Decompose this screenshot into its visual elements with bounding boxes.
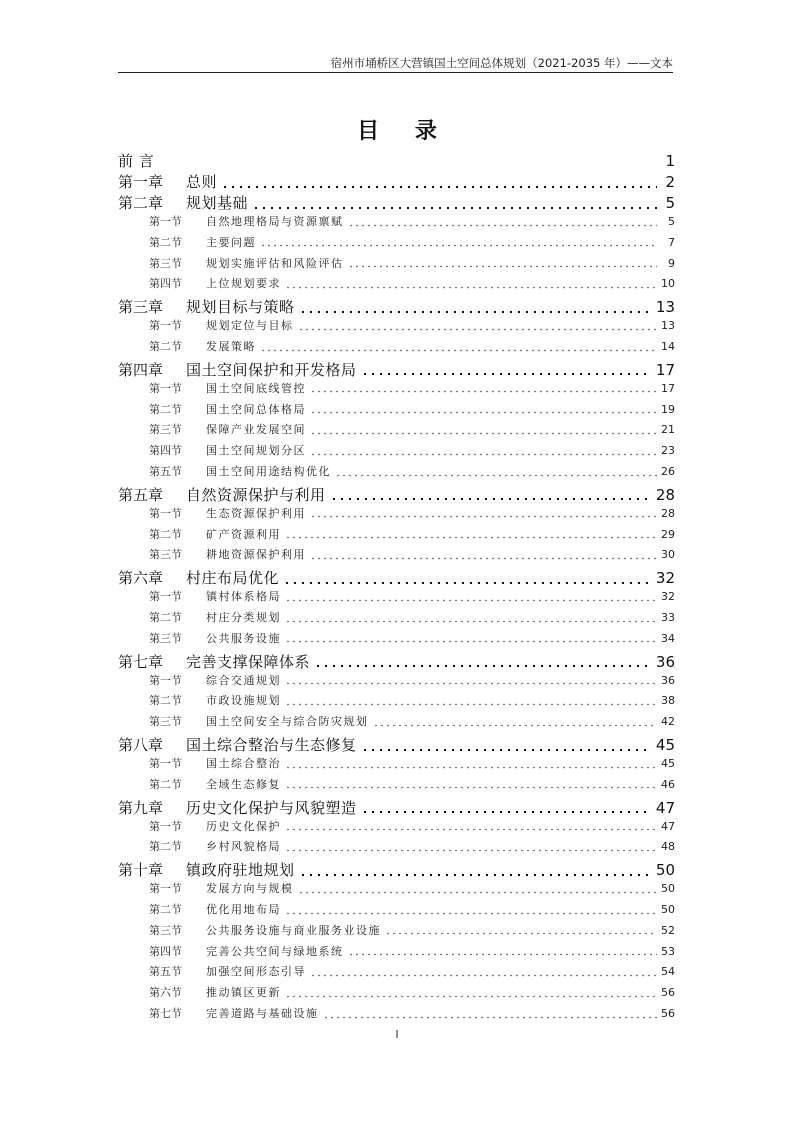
dot-leader (285, 616, 657, 623)
section-title: 村庄分类规划 (206, 611, 281, 624)
toc-page-number: 46 (661, 777, 675, 791)
toc-page-number: 47 (655, 798, 675, 817)
section-title: 公共服务设施 (206, 631, 281, 645)
section-number: 第五节 (149, 965, 182, 979)
toc-entry-section[interactable] (149, 943, 675, 959)
section-number: 第三节 (149, 548, 182, 562)
toc-entry-chapter[interactable] (118, 359, 675, 379)
toc-entry-section[interactable] (149, 692, 675, 708)
toc-page-number: 42 (661, 715, 675, 729)
toc-page-number: 50 (661, 903, 675, 916)
section-number: 第二节 (149, 840, 182, 854)
toc-page-number: 32 (661, 590, 675, 604)
toc-page-number: 13 (655, 298, 675, 317)
toc-entry-section[interactable] (149, 713, 675, 729)
section-number: 第一节 (149, 819, 182, 833)
toc-entry-section[interactable] (149, 463, 675, 479)
toc-entry-section[interactable] (149, 818, 675, 834)
chapter-number: 第八章 (118, 736, 164, 754)
toc-page-number: 53 (661, 944, 675, 958)
section-number: 第一节 (149, 590, 182, 604)
section-number: 第二节 (149, 527, 182, 541)
toc-page-number: 17 (655, 360, 675, 379)
chapter-number: 第十章 (118, 861, 164, 880)
dot-leader (330, 492, 652, 501)
section-number: 第二节 (149, 694, 182, 708)
section-number: 第二节 (149, 903, 182, 916)
dot-leader (285, 595, 657, 602)
chapter-title: 完善支撑保障体系 (186, 652, 311, 671)
toc-page-number: 19 (661, 402, 675, 416)
chapter-number: 第三章 (118, 298, 164, 317)
dot-leader (373, 720, 658, 727)
section-title: 保障产业发展空间 (206, 423, 306, 437)
toc-entry-section[interactable] (149, 213, 675, 229)
toc-entry-chapter[interactable] (118, 192, 675, 212)
toc-entry-chapter[interactable] (118, 651, 675, 671)
chapter-title: 国土空间保护和开发格局 (186, 360, 357, 379)
toc-entry-section[interactable] (149, 755, 675, 771)
dot-leader (299, 305, 652, 314)
toc-entry-section[interactable] (149, 546, 675, 562)
toc-entry-section[interactable] (149, 901, 675, 917)
chapter-title: 规划目标与策略 (186, 298, 295, 317)
toc-page-number: 52 (661, 923, 675, 937)
section-title: 规划实施评估和风险评估 (206, 256, 344, 270)
dot-leader (310, 449, 657, 456)
chapter-title: 历史文化保护与风貌塑造 (186, 798, 357, 817)
toc-entry-chapter[interactable] (118, 296, 675, 316)
toc-page-number: 33 (661, 611, 675, 624)
toc-page-number: 50 (661, 882, 675, 896)
chapter-title: 规划基础 (186, 194, 249, 212)
section-title: 市政设施规划 (206, 694, 281, 708)
dot-leader (285, 532, 657, 539)
dot-leader (285, 845, 657, 852)
section-title: 国土空间安全与综合防灾规划 (206, 715, 369, 729)
dot-leader (310, 407, 657, 414)
toc-entry-section[interactable] (149, 838, 675, 854)
chapter-number: 第五章 (118, 485, 164, 504)
section-number: 第一节 (149, 215, 182, 228)
toc-page-number: 21 (661, 423, 675, 437)
toc-entry-section[interactable] (149, 401, 675, 417)
section-number: 第一节 (149, 882, 182, 896)
dot-leader (298, 324, 658, 331)
toc-entry-section[interactable] (149, 380, 675, 396)
dot-leader (285, 824, 657, 831)
dot-leader (285, 636, 657, 643)
toc-page-number: 28 (655, 485, 675, 504)
toc-entry-section[interactable] (149, 421, 675, 437)
dot-leader (285, 991, 657, 998)
section-title: 国土空间规划分区 (206, 444, 306, 458)
dot-leader (385, 928, 657, 935)
section-number: 第二节 (149, 777, 182, 791)
toc-page-number: 13 (661, 319, 675, 333)
dot-leader (299, 868, 652, 877)
chapter-title: 村庄布局优化 (186, 569, 280, 588)
toc-page-number: 10 (661, 277, 675, 291)
dot-leader (323, 1012, 658, 1019)
dot-leader (361, 743, 652, 752)
section-number: 第三节 (149, 256, 182, 270)
toc-page-number: 30 (661, 548, 675, 562)
toc-page-number: 45 (655, 736, 675, 754)
chapter-title: 总则 (186, 173, 218, 191)
section-number: 第三节 (149, 631, 182, 645)
dot-leader (260, 345, 657, 352)
dot-leader (285, 699, 657, 706)
toc-entry-preface[interactable] (118, 150, 675, 170)
toc-page-number: 26 (661, 465, 675, 478)
chapter-number: 第二章 (118, 194, 164, 212)
toc-entry-section[interactable] (149, 630, 675, 646)
toc-page-number: 48 (661, 840, 675, 854)
chapter-number: 第九章 (118, 798, 164, 817)
toc-entry-chapter[interactable] (118, 734, 675, 754)
dot-leader (298, 887, 658, 894)
toc-entry-chapter[interactable] (118, 567, 675, 587)
dot-leader (252, 201, 657, 210)
section-title: 国土综合整治 (206, 757, 281, 770)
chapter-title: 自然资源保护与利用 (186, 485, 326, 504)
section-number: 第一节 (149, 381, 182, 395)
toc-page-number: 1 (665, 152, 675, 170)
dot-leader (310, 428, 657, 435)
section-title: 国土空间总体格局 (206, 402, 306, 416)
toc-entry-section[interactable] (149, 505, 675, 521)
section-number: 第一节 (149, 319, 182, 333)
toc-entry-section[interactable] (149, 1005, 675, 1021)
dot-leader (348, 261, 658, 268)
section-title: 生态资源保护利用 (206, 506, 306, 520)
section-title: 完善道路与基础设施 (206, 1007, 319, 1020)
section-title: 国土空间用途结构优化 (206, 465, 331, 478)
section-number: 第二节 (149, 611, 182, 624)
toc-page-number: 38 (661, 694, 675, 708)
toc-entry-section[interactable] (149, 776, 675, 792)
toc-page-number: 34 (661, 631, 675, 645)
section-number: 第一节 (149, 506, 182, 520)
toc-page-number: 28 (661, 506, 675, 520)
dot-leader (335, 470, 657, 477)
toc-entry-section[interactable] (149, 275, 675, 291)
section-title: 发展方向与规模 (206, 882, 294, 896)
section-title: 发展策略 (206, 340, 256, 353)
toc-entry-section[interactable] (149, 609, 675, 625)
section-number: 第二节 (149, 340, 182, 353)
toc-entry-section[interactable] (149, 984, 675, 1000)
toc-page-number: 54 (661, 965, 675, 979)
toc-page-number: 47 (661, 819, 675, 833)
dot-leader (310, 386, 657, 393)
dot-leader (310, 553, 657, 560)
section-number: 第三节 (149, 715, 182, 729)
dot-leader (348, 220, 658, 227)
section-number: 第四节 (149, 444, 182, 458)
section-title: 推动镇区更新 (206, 986, 281, 1000)
section-number: 第七节 (149, 1007, 182, 1020)
dot-leader (285, 908, 657, 915)
toc-page-number: 36 (655, 652, 675, 671)
chapter-number: 第七章 (118, 652, 164, 671)
dot-leader (361, 367, 652, 376)
dot-leader (361, 805, 652, 814)
toc-entry-chapter[interactable] (118, 859, 675, 879)
toc-page-number: 9 (668, 256, 675, 270)
toc-entry-section[interactable] (149, 317, 675, 333)
chapter-number: 第六章 (118, 569, 164, 588)
toc-page-number: 5 (665, 194, 675, 212)
toc-entry-label: 前 言 (118, 152, 155, 170)
section-title: 历史文化保护 (206, 819, 281, 833)
toc-page-number: 7 (668, 235, 675, 249)
toc-entry-section[interactable] (149, 588, 675, 604)
running-header: 宿州市埇桥区大营镇国土空间总体规划（2021-2035 年）——文本 (118, 55, 673, 73)
toc-page-number: 50 (655, 861, 675, 880)
dot-leader (283, 576, 652, 585)
section-number: 第三节 (149, 923, 182, 937)
section-title: 综合交通规划 (206, 673, 281, 687)
toc-title: 目 录 (357, 119, 451, 144)
toc-entry-chapter[interactable] (118, 797, 675, 817)
section-number: 第二节 (149, 402, 182, 416)
section-title: 公共服务设施与商业服务业设施 (206, 923, 381, 937)
chapter-title: 镇政府驻地规划 (186, 861, 295, 880)
dot-leader (260, 240, 657, 247)
dot-leader (285, 678, 657, 685)
dot-leader (310, 511, 657, 518)
section-number: 第一节 (149, 757, 182, 770)
dot-leader (348, 949, 658, 956)
toc-entry-section[interactable] (149, 255, 675, 271)
section-title: 国土空间底线管控 (206, 381, 306, 395)
toc-page-number: 56 (661, 986, 675, 1000)
section-title: 全域生态修复 (206, 777, 281, 791)
toc-entry-section[interactable] (149, 880, 675, 896)
section-title: 耕地资源保护利用 (206, 548, 306, 562)
toc-entry-section[interactable] (149, 526, 675, 542)
section-title: 规划定位与目标 (206, 319, 294, 333)
toc-entry-chapter[interactable] (118, 171, 675, 191)
section-title: 加强空间形态引导 (206, 965, 306, 979)
dot-leader (314, 659, 652, 668)
dot-leader (285, 762, 657, 769)
section-number: 第三节 (149, 423, 182, 437)
chapter-number: 第一章 (118, 173, 164, 191)
toc-page-number: 45 (661, 757, 675, 770)
section-number: 第五节 (149, 465, 182, 478)
section-number: 第一节 (149, 673, 182, 687)
toc-entry-section[interactable] (149, 922, 675, 938)
section-title: 乡村风貌格局 (206, 840, 281, 854)
section-number: 第六节 (149, 986, 182, 1000)
section-title: 镇村体系格局 (206, 590, 281, 604)
toc-entry-section[interactable] (149, 672, 675, 688)
toc-page-number: 17 (661, 381, 675, 395)
section-title: 矿产资源利用 (206, 527, 281, 541)
section-number: 第四节 (149, 944, 182, 958)
toc-entry-section[interactable] (149, 963, 675, 979)
toc-page-number: 14 (661, 340, 675, 353)
section-title: 自然地理格局与资源禀赋 (206, 215, 344, 228)
toc-entry-chapter[interactable] (118, 484, 675, 504)
toc-page-number: 36 (661, 673, 675, 687)
dot-leader (221, 180, 657, 189)
section-title: 主要问题 (206, 235, 256, 249)
toc-page-number: 5 (668, 215, 675, 228)
chapter-number: 第四章 (118, 360, 164, 379)
dot-leader (310, 970, 657, 977)
toc-page-number: 23 (661, 444, 675, 458)
chapter-title: 国土综合整治与生态修复 (186, 736, 357, 754)
toc-entry-section[interactable] (149, 442, 675, 458)
toc-entry-section[interactable] (149, 234, 675, 250)
toc-entry-section[interactable] (149, 338, 675, 354)
page-number-footer: I (395, 1028, 399, 1041)
toc-page-number: 56 (661, 1007, 675, 1020)
dot-leader (285, 282, 657, 289)
toc-page-number: 29 (661, 527, 675, 541)
section-number: 第二节 (149, 235, 182, 249)
section-title: 优化用地布局 (206, 903, 281, 916)
dot-leader (285, 782, 657, 789)
section-title: 完善公共空间与绿地系统 (206, 944, 344, 958)
section-title: 上位规划要求 (206, 277, 281, 291)
section-number: 第四节 (149, 277, 182, 291)
toc-page-number: 2 (665, 173, 675, 191)
toc-page-number: 32 (655, 569, 675, 588)
